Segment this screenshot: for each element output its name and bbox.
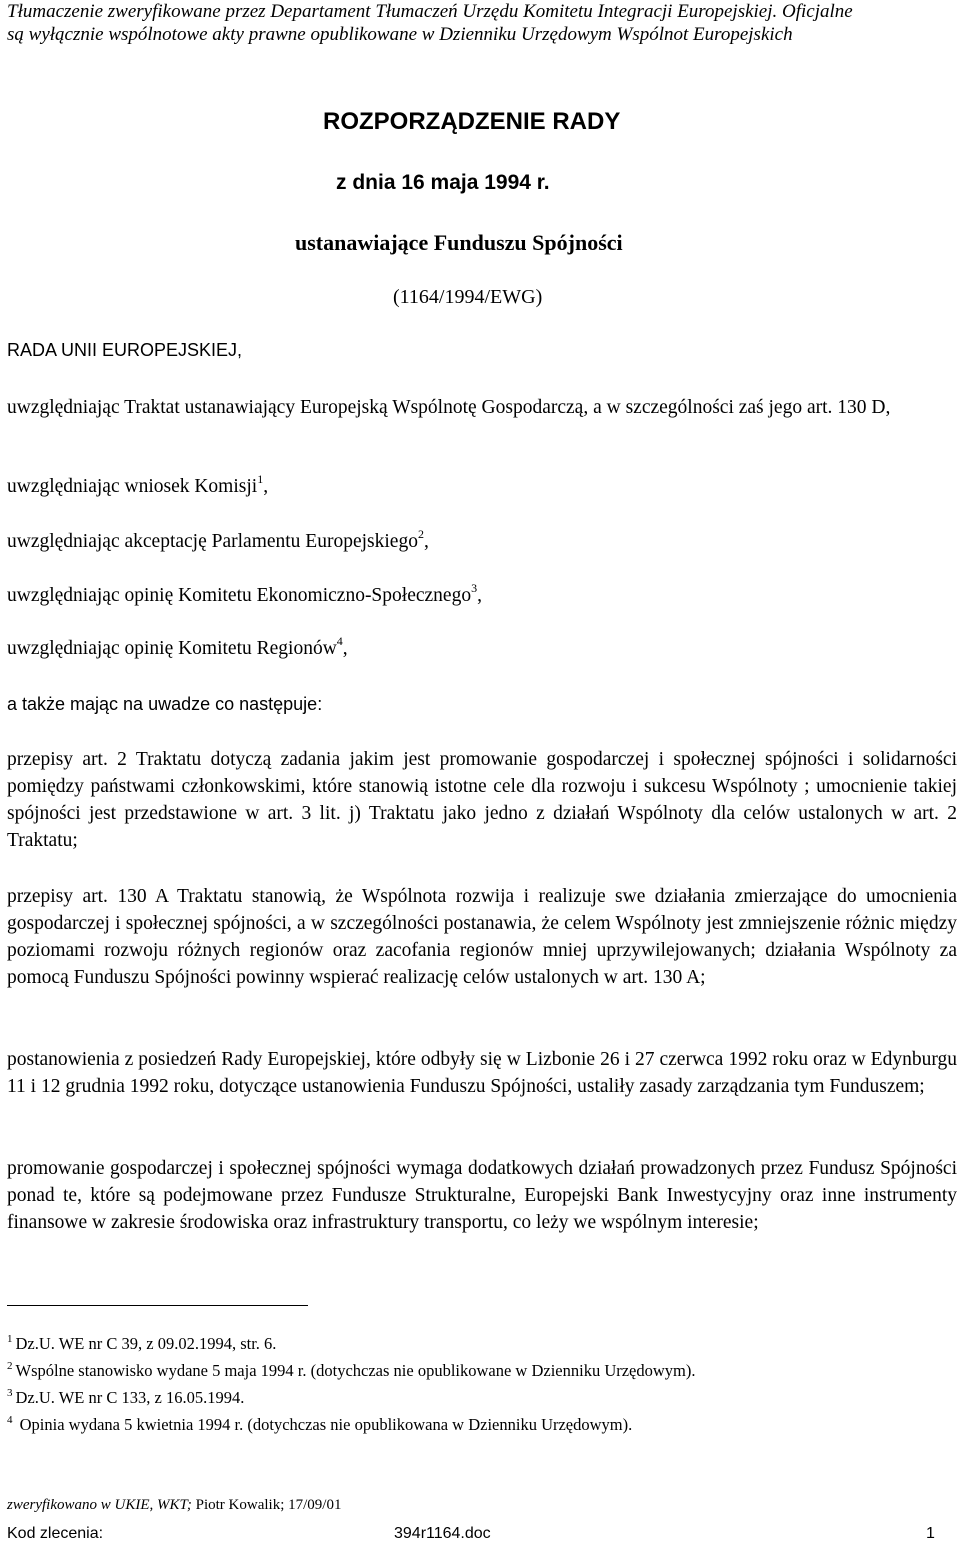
considering-regions: uwzględniając opinię Komitetu Regionów$^4$, bbox=[7, 633, 348, 659]
header-line-2: są wyłącznie wspólnotowe akty prawne opublikowane w Dzienniku Urzędowym Wspólnot Europejskich bbox=[7, 24, 793, 45]
header-line-1: Tłumaczenie zweryfikowane przez Departament Tłumaczeń Urzędu Komitetu Integracji Europejskiej. Oficjalne bbox=[7, 1, 853, 22]
council-heading: RADA UNII EUROPEJSKIEJ, bbox=[7, 340, 243, 360]
file-name: 394r1164.doc bbox=[394, 1525, 491, 1542]
verification-note: zweryfikowano w UKIE, WKT; Piotr Kowalik; 17/09/01 bbox=[7, 1497, 342, 1513]
footnote-divider bbox=[7, 1305, 308, 1306]
regulation-date: z dnia 16 maja 1994 r. bbox=[336, 171, 550, 194]
recital-2: przepisy art. 130 A Traktatu stanowią, że Wspólnota rozwija i realizuje swe działania zmierzające do umocnienia gospodarczej i społecznej spójności, a w szczególności postanawia, że celem Wspólnoty jest zmniejszenie różnic między poziomami rozwoju różnych regionów oraz zacofania regionów mniej uprzywilejowanych; działania Wspólnoty za pomocą Funduszu Spójności powinny wspierać realizację celów ustalonych w art. 130 A; bbox=[7, 886, 957, 988]
considering-parliament: uwzględniając akceptację Parlamentu Europejskiego$^2$, bbox=[7, 526, 429, 552]
considering-commission: uwzględniając wniosek Komisji$^1$, bbox=[7, 471, 269, 497]
order-code-label: Kod zlecenia: bbox=[7, 1525, 104, 1542]
footnote-2: $^2$ Wspólne stanowisko wydane 5 maja 1994 r. (dotychczas nie opublikowane w Dzienniku Urzędowym). bbox=[7, 1360, 696, 1380]
footnote-ref-3: 3 bbox=[471, 580, 478, 595]
recital-3: postanowienia z posiedzeń Rady Europejskiej, które odbyły się w Lizbonie 26 i 27 czerwca 1992 roku oraz w Edynburgu 11 i 12 grudnia 1992 roku, dotyczące ustanowienia Funduszu Spójności, ustaliły zasady zarządzania tym Funduszem; bbox=[7, 1049, 957, 1097]
footnote-ref-2: 2 bbox=[417, 526, 424, 541]
footnote-ref-1: 1 bbox=[257, 471, 264, 486]
regulation-number: (1164/1994/EWG) bbox=[393, 286, 543, 308]
regulation-subject: ustanawiające Funduszu Spójności bbox=[295, 230, 623, 255]
considering-esc: uwzględniając opinię Komitetu Ekonomiczno-Społecznego$^3$, bbox=[7, 580, 482, 606]
footnote-3: $^3$ Dz.U. WE nr C 133, z 16.05.1994. bbox=[7, 1387, 245, 1407]
regulation-title: ROZPORZĄDZENIE RADY bbox=[323, 108, 621, 135]
footnote-ref-4: 4 bbox=[336, 633, 343, 648]
whereas-intro: a także mając na uwadze co następuje: bbox=[7, 694, 323, 714]
recital-1: przepisy art. 2 Traktatu dotyczą zadania jakim jest promowanie gospodarczej i społecznej spójności i solidarności pomiędzy państwami członkowskimi, które stanowią istotne cele dla rozwoju i sukcesu Wspólnoty ; umocnienie takiej spójności jest przedstawione w art. 3 lit. j) Traktatu jako jedno z działań Wspólnoty dla celów ustalonych w art. 2 Traktatu; bbox=[7, 749, 957, 851]
recital-4: promowanie gospodarczej i społecznej spójności wymaga dodatkowych działań prowadzonych przez Fundusz Spójności ponad te, które są podejmowane przez Fundusze Strukturalne, Europejski Bank Inwestycyjny oraz inne instrumenty finansowe w zakresie środowiska oraz infrastruktury transportu, co leży we wspólnym interesie; bbox=[7, 1158, 957, 1233]
footnote-4: $^4$ Opinia wydana 5 kwietnia 1994 r. (dotychczas nie opublikowana w Dzienniku Urzędowym). bbox=[7, 1414, 633, 1434]
page-number: 1 bbox=[926, 1525, 935, 1542]
footnote-1: $^1$ Dz.U. WE nr C 39, z 09.02.1994, str. 6. bbox=[7, 1333, 277, 1353]
considering-treaty: uwzględniając Traktat ustanawiający Europejską Wspólnotę Gospodarczą, a w szczególności zaś jego art. 130 D, bbox=[7, 397, 891, 418]
